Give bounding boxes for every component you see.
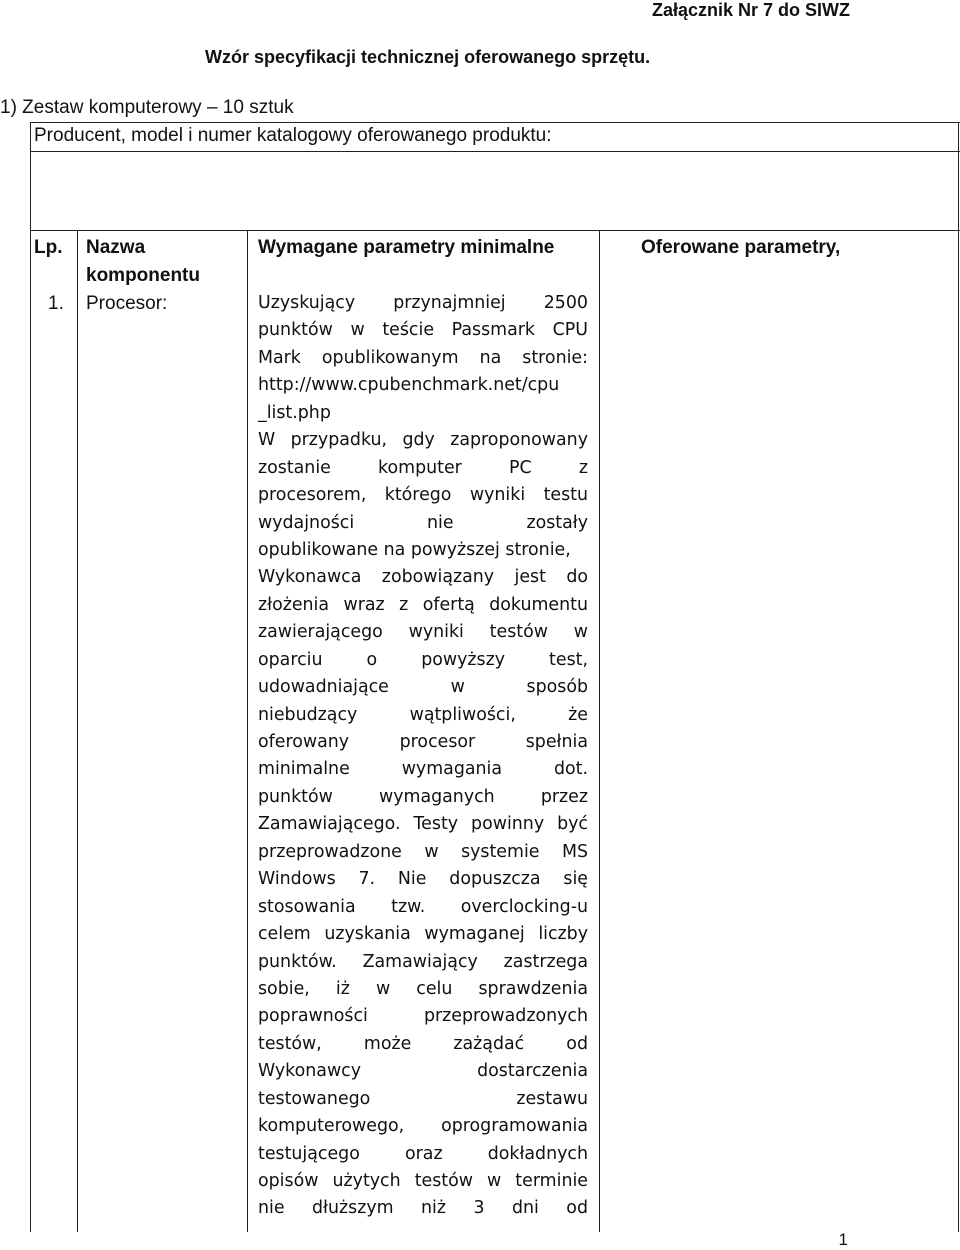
row-component-name: Procesor: [86, 293, 168, 314]
table-divider-spec [599, 230, 600, 1232]
spec-line: punktów wymaganych przez [258, 786, 588, 807]
spec-line: złożenia wraz z ofertą dokumentu [258, 594, 588, 615]
spec-line: stosowania tzw. overclocking-u [258, 896, 588, 917]
spec-line: http://www.cpubenchmark.net/cpu [258, 375, 560, 396]
table-border-right [958, 122, 959, 1232]
header-offered: Oferowane parametry, [641, 237, 841, 258]
header-name [86, 234, 200, 289]
spec-line: Windows 7. Nie dopuszcza się [258, 869, 588, 890]
spec-line: wydajności nie zostały [258, 512, 588, 533]
spec-line: zawierającego wyniki testów w [258, 622, 588, 643]
spec-line: sobie, iż w celu sprawdzenia [258, 978, 588, 999]
spec-line: Uzyskujący przynajmniej 2500 [258, 293, 588, 313]
section-heading: 1) Zestaw komputerowy – 10 sztuk [0, 97, 294, 118]
spec-line: Wykonawcy dostarczenia [258, 1061, 588, 1082]
page-number: 1 [838, 1230, 848, 1249]
table-divider-lp [77, 230, 78, 1232]
header-name-line1: Nazwa [86, 237, 146, 258]
table-divider-name [247, 230, 248, 1232]
table-border-left [30, 122, 31, 1232]
row-required-parameters [258, 290, 588, 1223]
spec-line: _list.php [258, 402, 331, 423]
spec-line: przeprowadzone w systemie MS [258, 841, 588, 862]
spec-line: punktów w teście Passmark CPU [258, 320, 588, 341]
spec-line: oparciu o powyższy test, [258, 649, 588, 670]
spec-line: W przypadku, gdy zaproponowany [258, 430, 588, 451]
row-lp: 1. [48, 293, 64, 314]
attachment-label: Załącznik Nr 7 do SIWZ [651, 0, 850, 20]
spec-line: punktów. Zamawiający zastrzega [258, 951, 588, 972]
spec-line: niebudzący wątpliwości, że [258, 704, 588, 725]
document-title: Wzór specyfikacji technicznej oferowanego sprzętu. [205, 47, 651, 67]
spec-line: celem uzyskania wymaganej liczby [258, 924, 588, 945]
table-border-header [30, 230, 960, 231]
product-label: Producent, model i numer katalogowy oferowanego produktu: [34, 125, 552, 146]
spec-line: komputerowego, oprogramowania [258, 1116, 588, 1137]
table-border-row [30, 151, 960, 152]
spec-line: udowadniające w sposób [258, 677, 588, 698]
spec-line: testowanego zestawu [258, 1088, 588, 1109]
table-border-top [30, 122, 960, 123]
spec-line: opisów użytych testów w terminie [258, 1171, 588, 1191]
spec-line: zostanie komputer PC z [258, 457, 588, 478]
spec-line: minimalne wymagania dot. [258, 759, 588, 780]
spec-line: testującego oraz dokładnych [258, 1143, 588, 1164]
spec-line: Wykonawca zobowiązany jest do [258, 567, 588, 588]
header-name-line2: komponentu [86, 264, 200, 286]
spec-line: procesorem, którego wyniki testu [258, 485, 588, 506]
spec-line: Zamawiającego. Testy powinny być [258, 814, 588, 835]
spec-line: oferowany procesor spełnia [258, 732, 588, 752]
spec-line: Mark opublikowanym na stronie: [258, 347, 588, 368]
spec-line: testów, może zażądać od [258, 1033, 588, 1054]
header-lp: Lp. [34, 237, 63, 258]
spec-line: opublikowane na powyższej stronie, [258, 539, 571, 560]
header-required: Wymagane parametry minimalne [258, 237, 555, 258]
spec-line: poprawności przeprowadzonych [258, 1006, 588, 1027]
spec-line: nie dłuższym niż 3 dni od [258, 1198, 588, 1219]
